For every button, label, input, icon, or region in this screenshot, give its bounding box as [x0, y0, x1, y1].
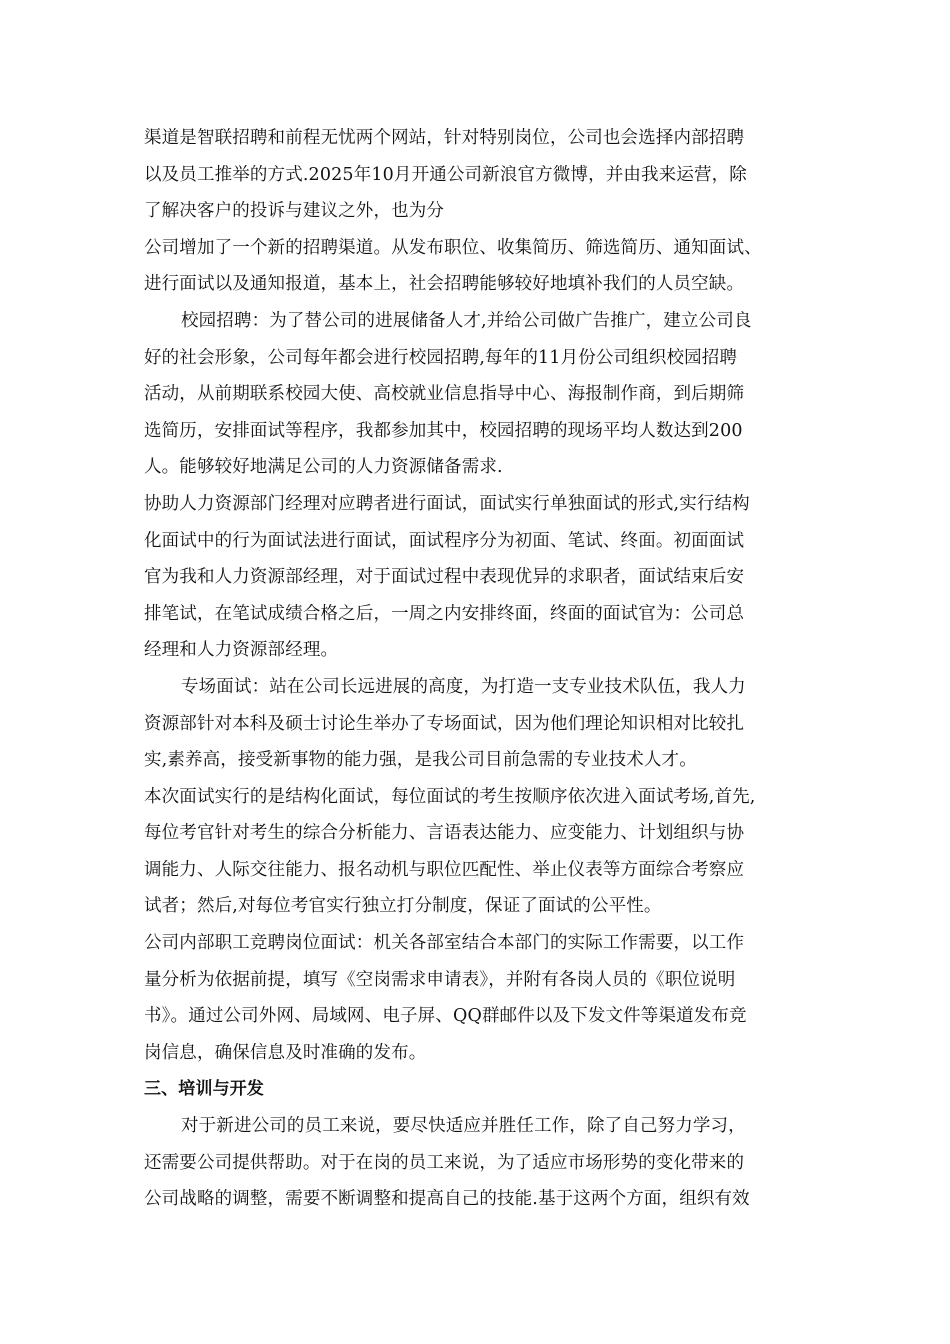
paragraph-line: 渠道是智联招聘和前程无忧两个网站，针对特别岗位，公司也会选择内部招聘: [144, 128, 745, 148]
paragraph-line: 官为我和人力资源部经理，对于面试过程中表现优异的求职者，面试结束后安: [144, 567, 745, 588]
paragraph-line: 进行面试以及通知报道，基本上，社会招聘能够较好地填补我们的人员空缺。: [144, 274, 745, 295]
paragraph-line: 对于新进公司的员工来说，要尽快适应并胜任工作，除了自己努力学习，: [181, 1116, 746, 1137]
paragraph-line: 化面试中的行为面试法进行面试，面试程序分为初面、笔试、终面。初面面试: [144, 530, 745, 551]
paragraph-line: 好的社会形象，公司每年都会进行校园招聘,每年的11月份公司组织校园招聘: [144, 347, 738, 368]
paragraph-line: 试者；然后,对每位考官实行独立打分制度，保证了面试的公平性。: [144, 896, 662, 917]
paragraph-line: 公司战略的调整，需要不断调整和提高自己的技能.基于这两个方面，组织有效: [144, 1189, 750, 1210]
paragraph-line: 调能力、人际交往能力、报名动机与职位匹配性、举止仪表等方面综合考察应: [144, 859, 745, 880]
paragraph-line: 资源部针对本科及硕士讨论生举办了专场面试，因为他们理论知识相对比较扎: [144, 713, 745, 734]
paragraph-line: 以及员工推举的方式.2025年10月开通公司新浪官方微博，并由我来运营，除: [144, 164, 747, 185]
paragraph-line: 量分析为依据前提，填写《空岗需求申请表》，并附有各岗人员的《职位说明: [144, 969, 736, 990]
section-heading: 三、培训与开发: [144, 1079, 265, 1100]
paragraph-line: 活动，从前期联系校园大使、高校就业信息指导中心、海报制作商，到后期筛: [144, 384, 745, 405]
paragraph-line: 经理和人力资源部经理。: [144, 640, 339, 661]
paragraph-line: 排笔试，在笔试成绩合格之后，一周之内安排终面，终面的面试官为：公司总: [144, 603, 745, 624]
paragraph-line: 书》。通过公司外网、局域网、电子屏、QQ群邮件以及下发文件等渠道发布竞: [144, 1006, 747, 1027]
paragraph-line: 还需要公司提供帮助。对于在岗的员工来说，为了适应市场形势的变化带来的: [144, 1152, 745, 1173]
paragraph-line: 每位考官针对考生的综合分析能力、言语表达能力、应变能力、计划组织与协: [144, 823, 745, 844]
paragraph-line: 岗信息，确保信息及时准确的发布。: [144, 1042, 427, 1063]
paragraph-line: 了解决客户的投诉与建议之外，也为分: [144, 201, 445, 222]
paragraph-line: 选简历，安排面试等程序，我都参加其中，校园招聘的现场平均人数达到200: [144, 420, 743, 441]
paragraph-line: 人。能够较好地满足公司的人力资源储备需求.: [144, 457, 503, 478]
paragraph-line: 协助人力资源部门经理对应聘者进行面试，面试实行单独面试的形式,实行结构: [144, 493, 750, 514]
paragraph-line: 实,素养高，接受新事物的能力强，是我公司目前急需的专业技术人才。: [144, 750, 697, 771]
paragraph-line: 本次面试实行的是结构化面试，每位面试的考生按顺序依次进入面试考场,首先,: [144, 786, 756, 807]
paragraph-line: 校园招聘：为了替公司的进展储备人才,并给公司做广告推广，建立公司良: [181, 310, 752, 331]
paragraph-line: 专场面试：站在公司长远进展的高度，为打造一支专业技术队伍，我人力: [181, 676, 746, 697]
paragraph-line: 公司增加了一个新的招聘渠道。从发布职位、收集简历、筛选简历、通知面试、: [144, 237, 762, 258]
paragraph-line: 公司内部职工竞聘岗位面试：机关各部室结合本部门的实际工作需要，以工作: [144, 933, 745, 954]
document-body: [144, 120, 824, 1218]
